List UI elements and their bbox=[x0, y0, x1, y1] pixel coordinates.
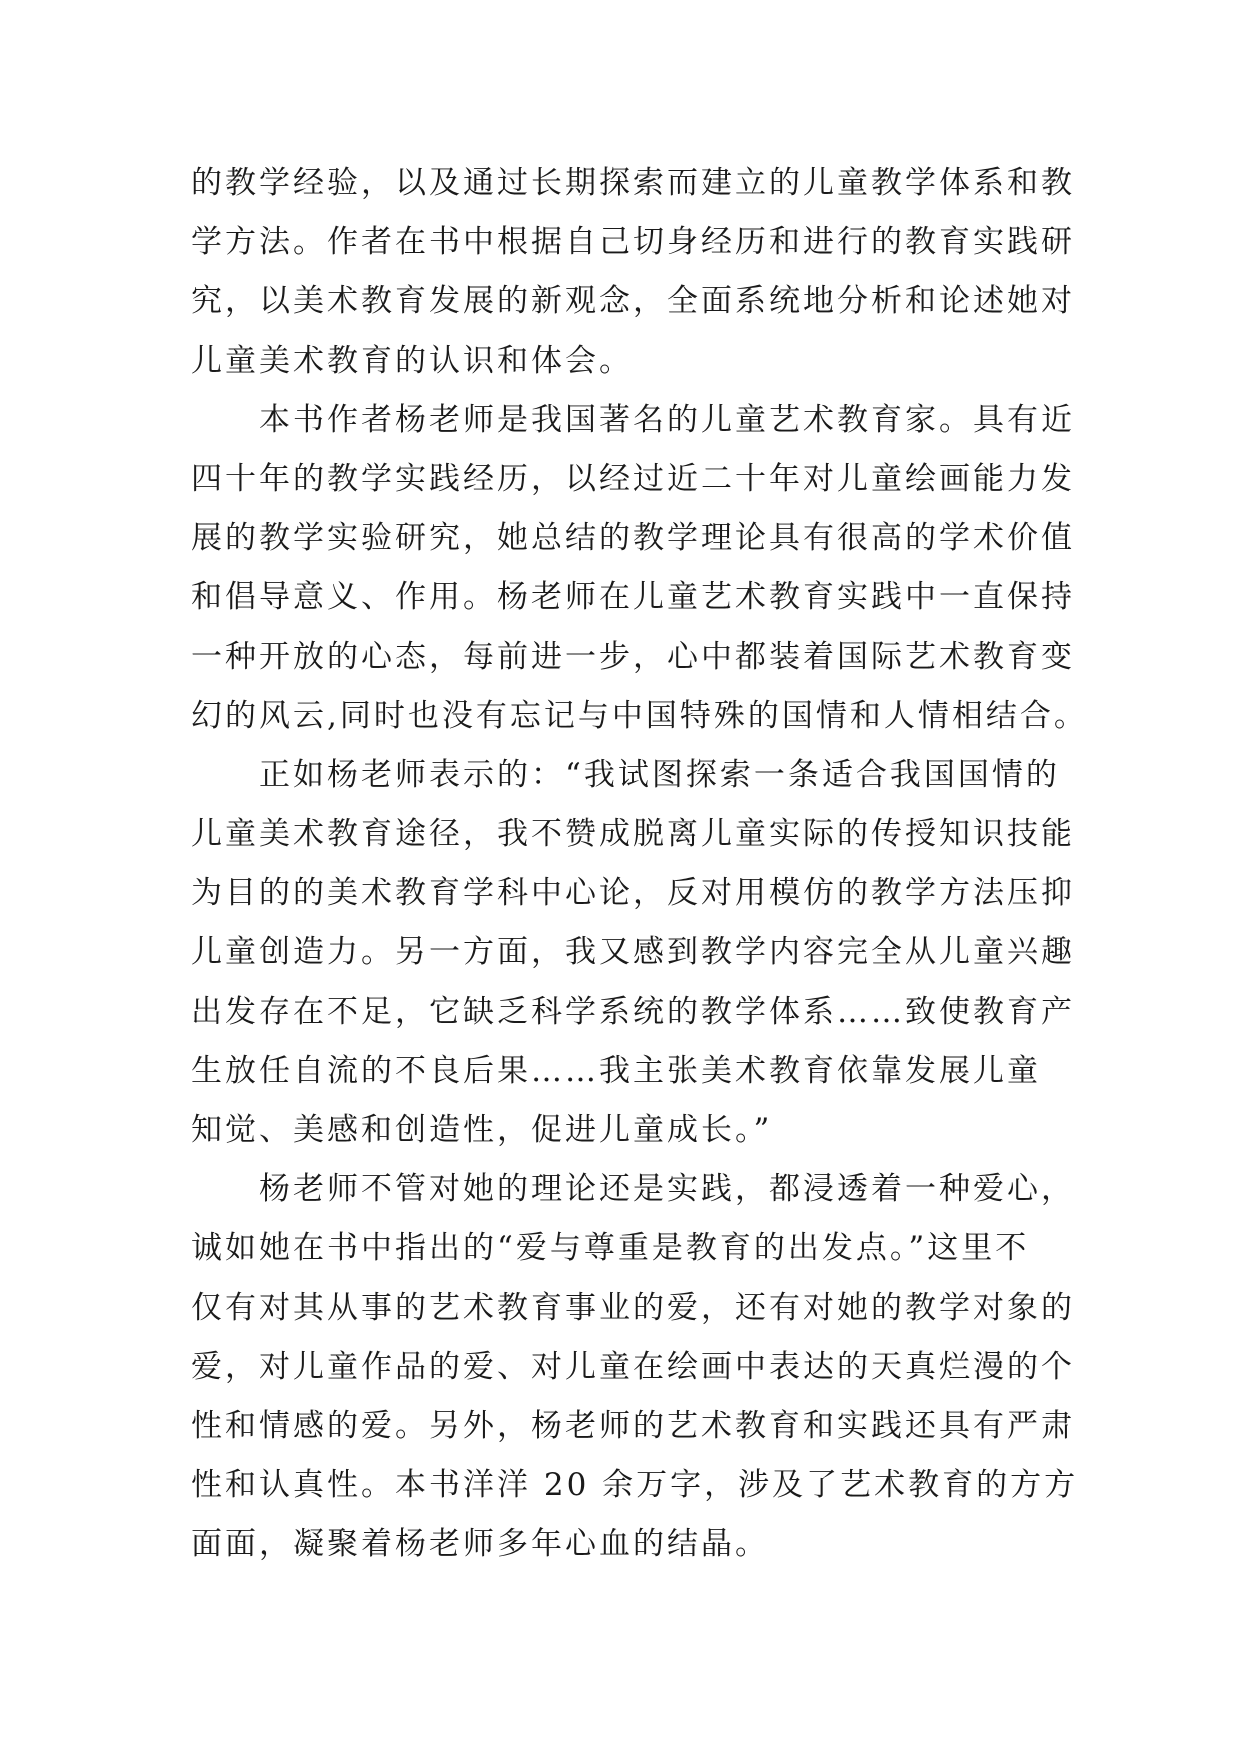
paragraph-1 bbox=[191, 154, 1075, 391]
document-body bbox=[191, 154, 1088, 1575]
text-line: 性和情感的爱。另外，杨老师的艺术教育和实践还具有严肃 bbox=[191, 1407, 1075, 1444]
text-line: 生放任自流的不良后果……我主张美术教育依靠发展儿童 bbox=[191, 1052, 1041, 1089]
paragraph-2 bbox=[191, 391, 1088, 746]
text-line: 诚如她在书中指出的“爱与尊重是教育的出发点。”这里不 bbox=[191, 1230, 1030, 1267]
text-line: 儿童美术教育的认识和体会。 bbox=[191, 342, 633, 379]
text-line: 性和认真性。本书洋洋 20 余万字，涉及了艺术教育的方方 bbox=[191, 1467, 1079, 1504]
text-line: 的教学经验，以及通过长期探索而建立的儿童教学体系和教 bbox=[191, 165, 1075, 201]
text-line: 仅有对其从事的艺术教育事业的爱，还有对她的教学对象的 bbox=[191, 1289, 1075, 1326]
text-line: 究，以美术教育发展的新观念，全面系统地分析和论述她对 bbox=[191, 283, 1075, 320]
text-line: 学方法。作者在书中根据自己切身经历和进行的教育实践研 bbox=[191, 224, 1075, 261]
text-line: 爱，对儿童作品的爱、对儿童在绘画中表达的天真烂漫的个 bbox=[191, 1348, 1075, 1385]
text-line: 正如杨老师表示的：“我试图探索一条适合我国国情的 bbox=[259, 756, 1060, 793]
text-line: 和倡导意义、作用。杨老师在儿童艺术教育实践中一直保持 bbox=[191, 579, 1075, 616]
paragraph-3 bbox=[191, 746, 1075, 1160]
text-line: 幻的风云,同时也没有忘记与中国特殊的国情和人情相结合。 bbox=[191, 697, 1088, 734]
text-line: 出发存在不足，它缺乏科学系统的教学体系……致使教育产 bbox=[191, 993, 1075, 1030]
text-line: 儿童创造力。另一方面，我又感到教学内容完全从儿童兴趣 bbox=[191, 934, 1075, 971]
text-line: 为目的的美术教育学科中心论，反对用模仿的教学方法压抑 bbox=[191, 875, 1075, 912]
text-line: 一种开放的心态，每前进一步，心中都装着国际艺术教育变 bbox=[191, 638, 1075, 675]
text-line: 展的教学实验研究，她总结的教学理论具有很高的学术价值 bbox=[191, 520, 1075, 557]
text-line: 杨老师不管对她的理论还是实践，都浸透着一种爱心， bbox=[259, 1171, 1075, 1208]
text-line: 知觉、美感和创造性，促进儿童成长。” bbox=[191, 1112, 773, 1148]
text-line: 儿童美术教育途径，我不赞成脱离儿童实际的传授知识技能 bbox=[191, 816, 1075, 853]
paragraph-4 bbox=[191, 1160, 1079, 1574]
text-line: 四十年的教学实践经历，以经过近二十年对儿童绘画能力发 bbox=[191, 460, 1075, 497]
text-line: 面面，凝聚着杨老师多年心血的结晶。 bbox=[191, 1526, 769, 1563]
text-line: 本书作者杨老师是我国著名的儿童艺术教育家。具有近 bbox=[259, 401, 1075, 438]
